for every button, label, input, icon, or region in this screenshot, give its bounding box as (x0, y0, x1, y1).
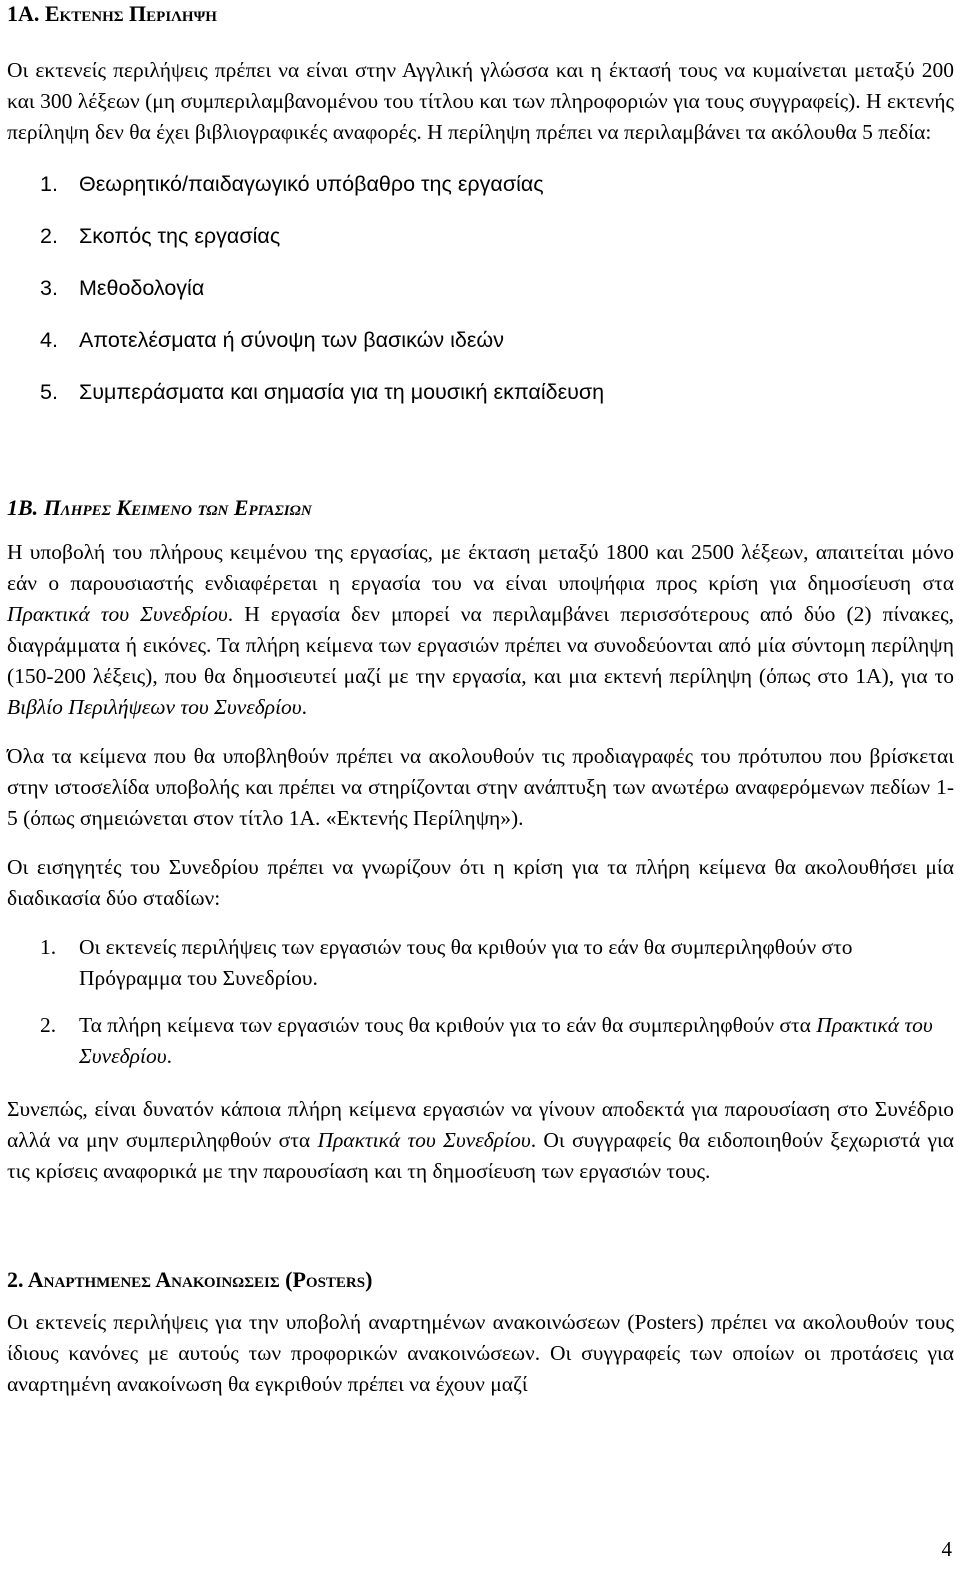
section-1a-heading: 1Α. Εκτενης Περιληψη (7, 1, 217, 26)
section-2-heading: 2. Αναρτημενες Ανακοινωσεις (Posters) (7, 1267, 373, 1292)
review-stages-list (7, 932, 954, 1072)
section-2-paragraph: Οι εκτενείς περιλήψεις για την υποβολή αναρτημένων ανακοινώσεων (Posters) πρέπει να ακολουθούν τους ίδιους κανόνες με αυτούς των προφορικών ανακοινώσεων. Οι συγγραφείς των οποίων οι προτάσεις για αναρτημένη ανακοίνωση θα εγκριθούν πρέπει να έχουν μαζί (7, 1310, 954, 1396)
abstract-book-title: Βιβλίο Περιλήψεων του Συνεδρίου (7, 695, 302, 719)
list-item: 1. Θεωρητικό/παιδαγωγικό υπόβαθρο της εργασίας (40, 172, 544, 196)
list-item: 4. Αποτελέσματα ή σύνοψη των βασικών ιδεών (40, 328, 504, 352)
section-1b-paragraph-1: Η υποβολή του πλήρους κειμένου της εργασίας, με έκταση μεταξύ 1800 και 2500 λέξεων, απαιτείται μόνο εάν ο παρουσιαστής ενδιαφέρεται η εργασία του να είναι υποψήφια προς κρίση για δημοσίευση στα Πρακτικά του Συνεδρίου. Η εργασία δεν μπορεί να περιλαμβάνει περισσότερους από δύο (2) πίνακες, διαγράμματα ή εικόνες. Τα πλήρη κείμενα των εργασιών πρέπει να συνοδεύονται από μία σύντομη περίληψη (150-200 λέξεις), που θα δημοσιευτεί μαζί με την εργασία, και μια εκτενή περίληψη (όπως στο 1Α), για το Βιβλίο Περιλήψεων του Συνεδρίου. (7, 540, 954, 719)
section-1b-heading: 1Β. Πληρες Κειμενο των Εργασιων (7, 495, 312, 520)
list-item: 2. Σκοπός της εργασίας (40, 224, 281, 248)
list-item: 1. Οι εκτενείς περιλήψεις των εργασιών τους θα κριθούν για το εάν θα συμπεριληφθούν στο Πρόγραμμα του Συνεδρίου. (40, 935, 853, 990)
abstract-fields-list (7, 169, 954, 429)
list-item: 3. Μεθοδολογία (40, 276, 205, 300)
list-item: 5. Συμπεράσματα και σημασία για τη μουσική εκπαίδευση (40, 380, 605, 404)
section-1b-paragraph-4: Συνεπώς, είναι δυνατόν κάποια πλήρη κείμενα εργασιών να γίνουν αποδεκτά για παρουσίαση στο Συνέδριο αλλά να μην συμπεριληφθούν στα Πρακτικά του Συνεδρίου. Οι συγγραφείς θα ειδοποιηθούν ξεχωριστά για τις κρίσεις αναφορικά με την παρουσίαση και τη δημοσίευση των εργασιών τους. (7, 1097, 954, 1183)
section-1a-paragraph: Οι εκτενείς περιλήψεις πρέπει να είναι στην Αγγλική γλώσσα και η έκτασή τους να κυμαίνεται μεταξύ 200 και 300 λέξεων (μη συμπεριλαμβανομένου του τίτλου και των πληροφοριών για τους συγγραφείς). Η εκτενής περίληψη δεν θα έχει βιβλιογραφικές αναφορές. Η περίληψη πρέπει να περιλαμβάνει τα ακόλουθα 5 πεδία: (7, 58, 954, 144)
list-item: 2. Τα πλήρη κείμενα των εργασιών τους θα κριθούν για το εάν θα συμπεριληφθούν στα Πρακτικά του Συνεδρίου. (40, 1013, 933, 1068)
page-number: 4 (941, 1537, 952, 1561)
document-page (7, 0, 954, 1400)
section-1b-paragraph-3: Οι εισηγητές του Συνεδρίου πρέπει να γνωρίζουν ότι η κρίση για τα πλήρη κείμενα θα ακολουθήσει μία διαδικασία δύο σταδίων: (7, 855, 954, 910)
proceedings-title: Πρακτικά του Συνεδρίου (7, 602, 228, 626)
section-1b-paragraph-2: Όλα τα κείμενα που θα υποβληθούν πρέπει να ακολουθούν τις προδιαγραφές του πρότυπου που βρίσκεται στην ιστοσελίδα υποβολής και πρέπει να στηρίζονται στην ανάπτυξη των ανωτέρω αναφερόμενων πεδίων 1-5 (όπως σημειώνεται στον τίτλο 1Α. «Εκτενής Περίληψη»). (7, 744, 954, 830)
